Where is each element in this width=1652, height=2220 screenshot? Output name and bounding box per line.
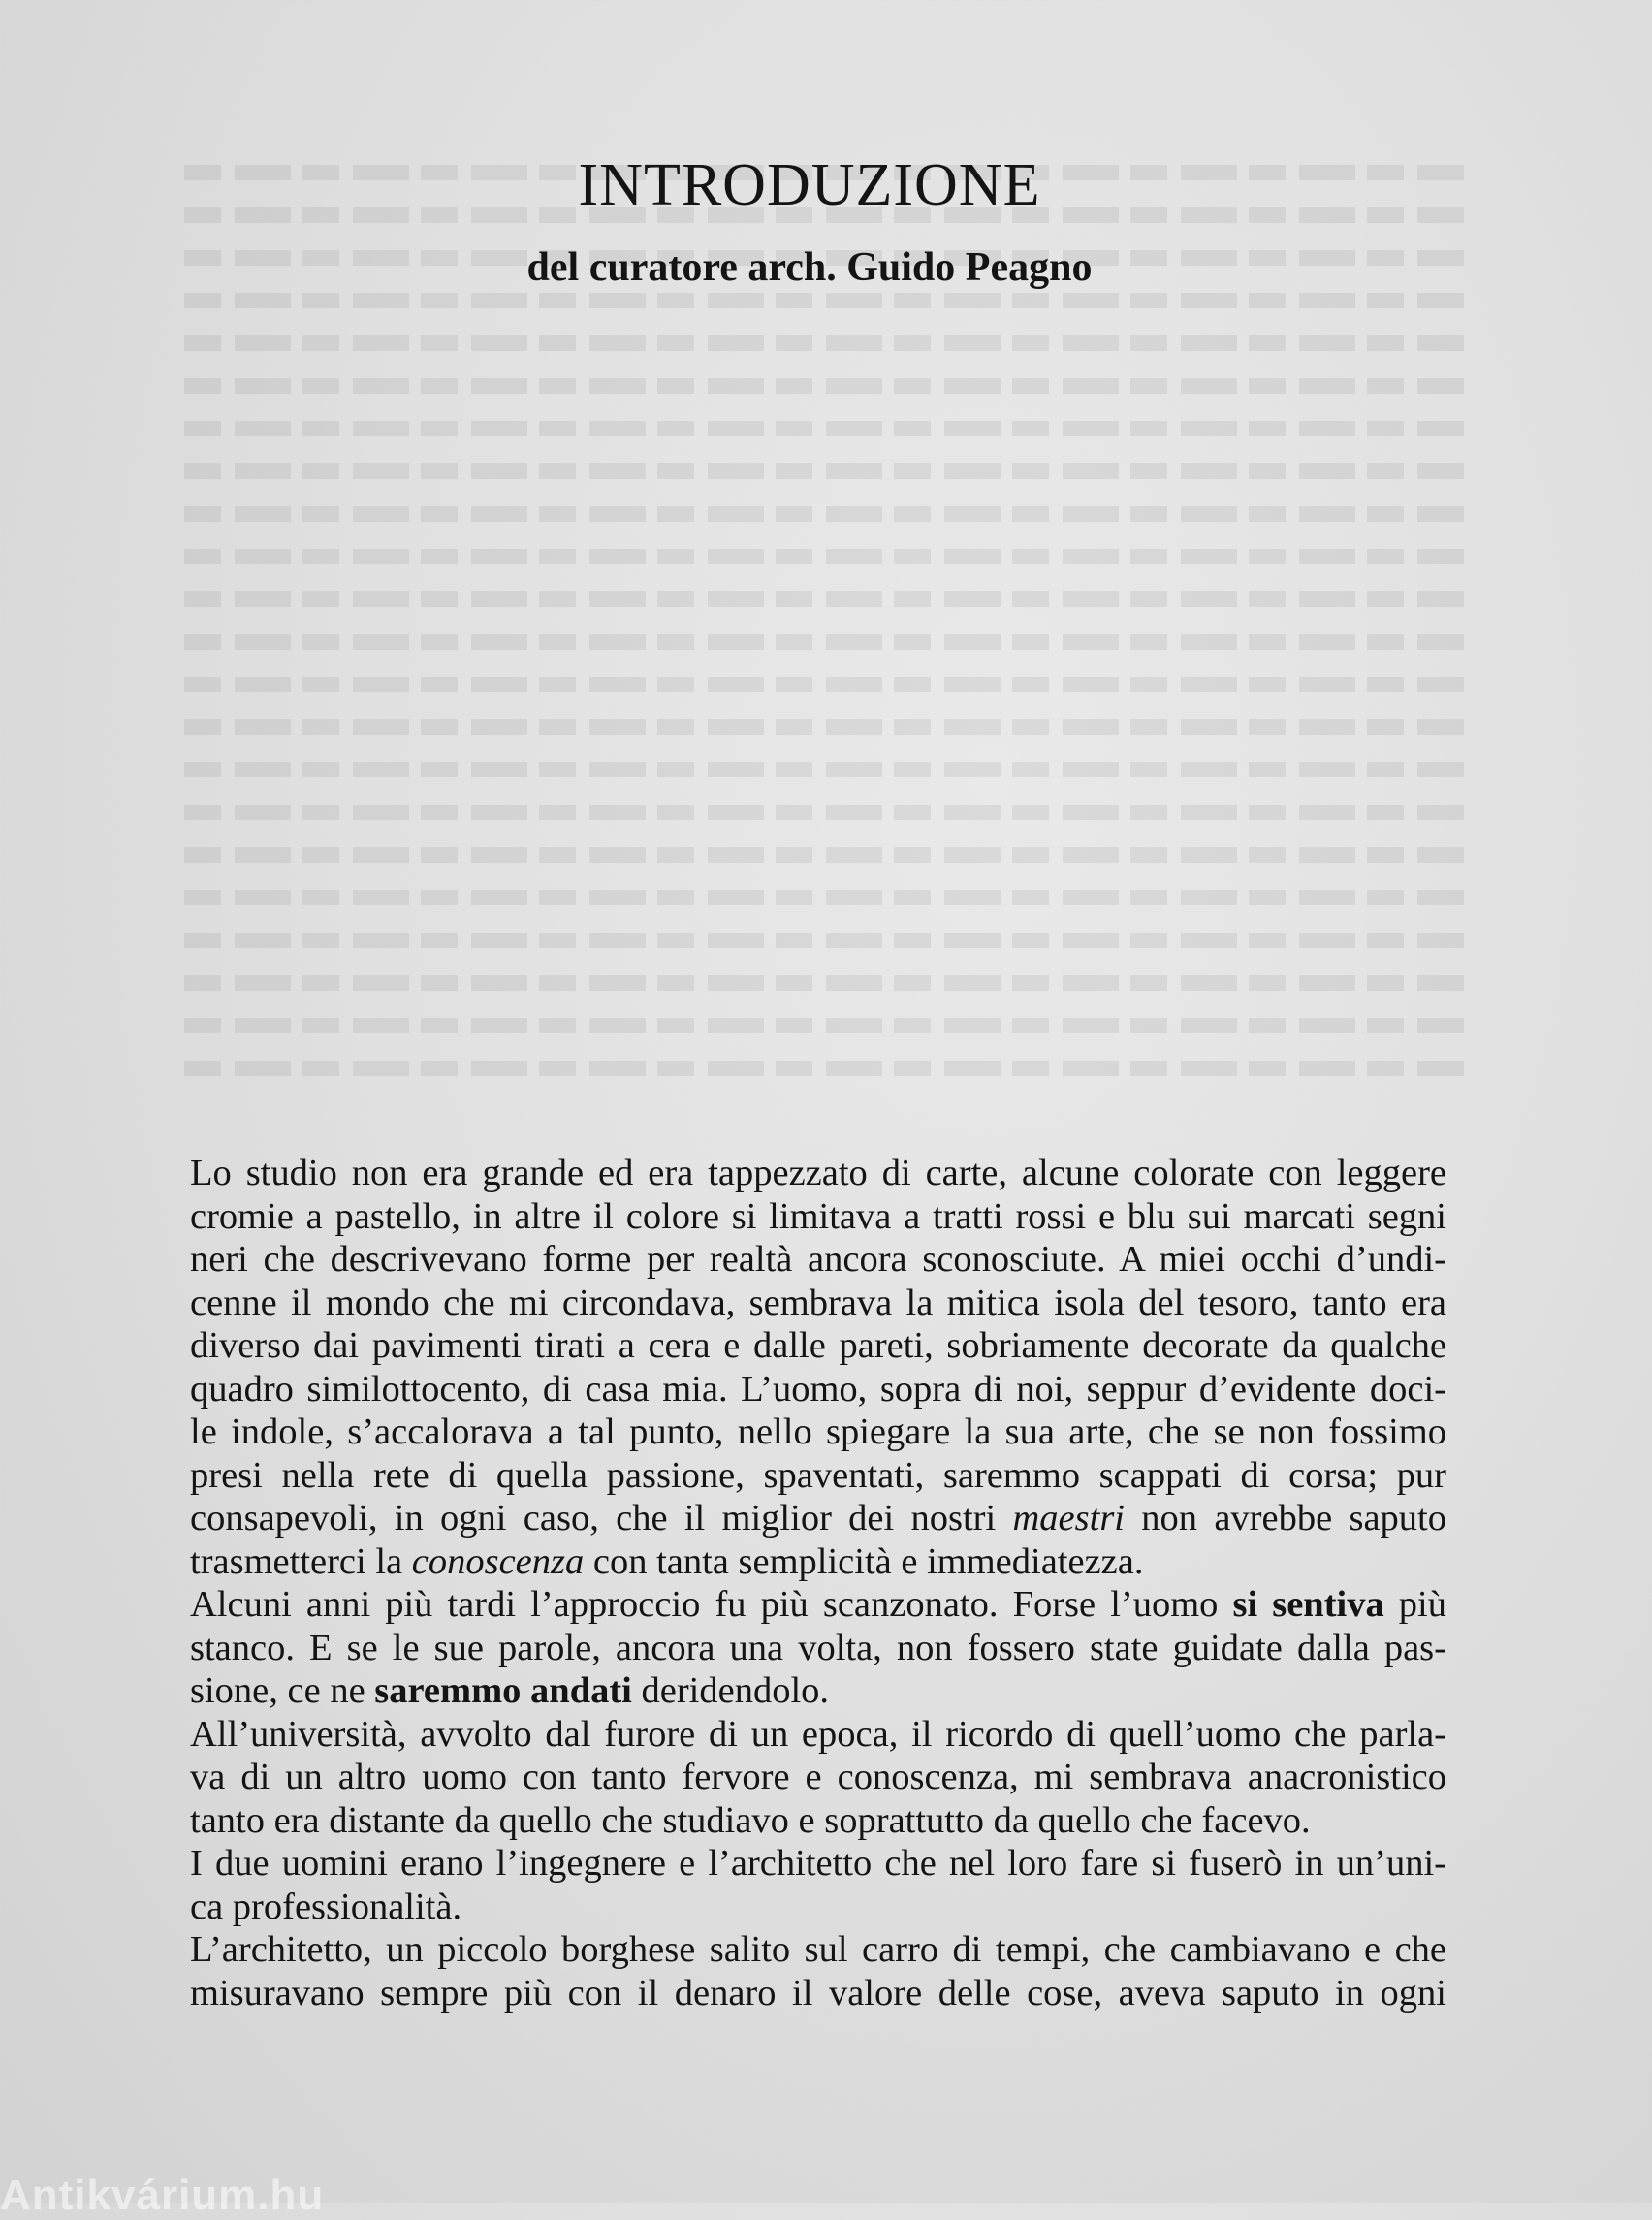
text-line: consapevoli, in ogni caso, che il miglior dei nostri maestri non avrebbe saputo bbox=[190, 1498, 1446, 1538]
text-line: cromie a pastello, in altre il colore si limitava a tratti rossi e blu sui marcati segni bbox=[190, 1195, 1446, 1237]
page-title: INTRODUZIONE bbox=[578, 152, 1041, 218]
emphasis: maestri bbox=[1012, 1498, 1125, 1538]
text-line: misuravano sempre più con il denaro il valore delle cose, aveva saputo in ogni bbox=[190, 1972, 1446, 2014]
text-line: cenne il mondo che mi circondava, sembrava la mitica isola del tesoro, tanto era bbox=[190, 1282, 1446, 1323]
page-subtitle: del curatore arch. Guido Peagno bbox=[526, 245, 1093, 290]
show-through-text bbox=[184, 165, 1464, 1095]
text-line: diverso dai pavimenti tirati a cera e dalle pareti, sobriamente decorate da qualche bbox=[190, 1325, 1446, 1366]
text-line: trasmetterci la conoscenza con tanta semplicità e immediatezza. bbox=[190, 1540, 1144, 1582]
text-line: L’architetto, un piccolo borghese salito sul carro di tempi, che cambiavano e che bbox=[190, 1929, 1446, 1970]
text-line: neri che descrivevano forme per realtà ancora sconosciute. A miei occhi d’undi- bbox=[190, 1239, 1446, 1280]
text-line: tanto era distante da quello che studiavo e soprattutto da quello che facevo. bbox=[190, 1799, 1311, 1841]
watermark: Antikvárium.hu bbox=[0, 2172, 325, 2219]
text-line: sione, ce ne saremmo andati deridendolo. bbox=[190, 1670, 830, 1711]
text-line: Lo studio non era grande ed era tappezzato di carte, alcune colorate con leggere bbox=[190, 1153, 1446, 1193]
text-line: Alcuni anni più tardi l’approccio fu più scanzonato. Forse l’uomo si sentiva più bbox=[190, 1584, 1446, 1625]
body-text bbox=[190, 1152, 1446, 2014]
text-line: I due uomini erano l’ingegnere e l’architetto che nel loro fare si fuserò in un’uni- bbox=[190, 1843, 1446, 1884]
bold-text: si sentiva bbox=[1232, 1584, 1384, 1625]
text-line: quadro similottocento, di casa mia. L’uomo, sopra di noi, seppur d’evidente doci- bbox=[190, 1368, 1446, 1410]
text-line: va di un altro uomo con tanto fervore e conoscenza, mi sembrava anacronistico bbox=[190, 1757, 1446, 1797]
bold-text: saremmo andati bbox=[374, 1670, 632, 1711]
text-line: le indole, s’accalorava a tal punto, nello spiegare la sua arte, che se non fossimo bbox=[190, 1411, 1446, 1452]
emphasis: conoscenza bbox=[411, 1540, 585, 1582]
text-line: presi nella rete di quella passione, spaventati, saremmo scappati di corsa; pur bbox=[190, 1454, 1446, 1496]
text-line: All’università, avvolto dal furore di un epoca, il ricordo di quell’uomo che parla- bbox=[190, 1713, 1446, 1755]
text-line: stanco. E se le sue parole, ancora una volta, non fossero state guidate dalla pas- bbox=[190, 1627, 1446, 1668]
text-line: ca professionalità. bbox=[190, 1886, 462, 1927]
